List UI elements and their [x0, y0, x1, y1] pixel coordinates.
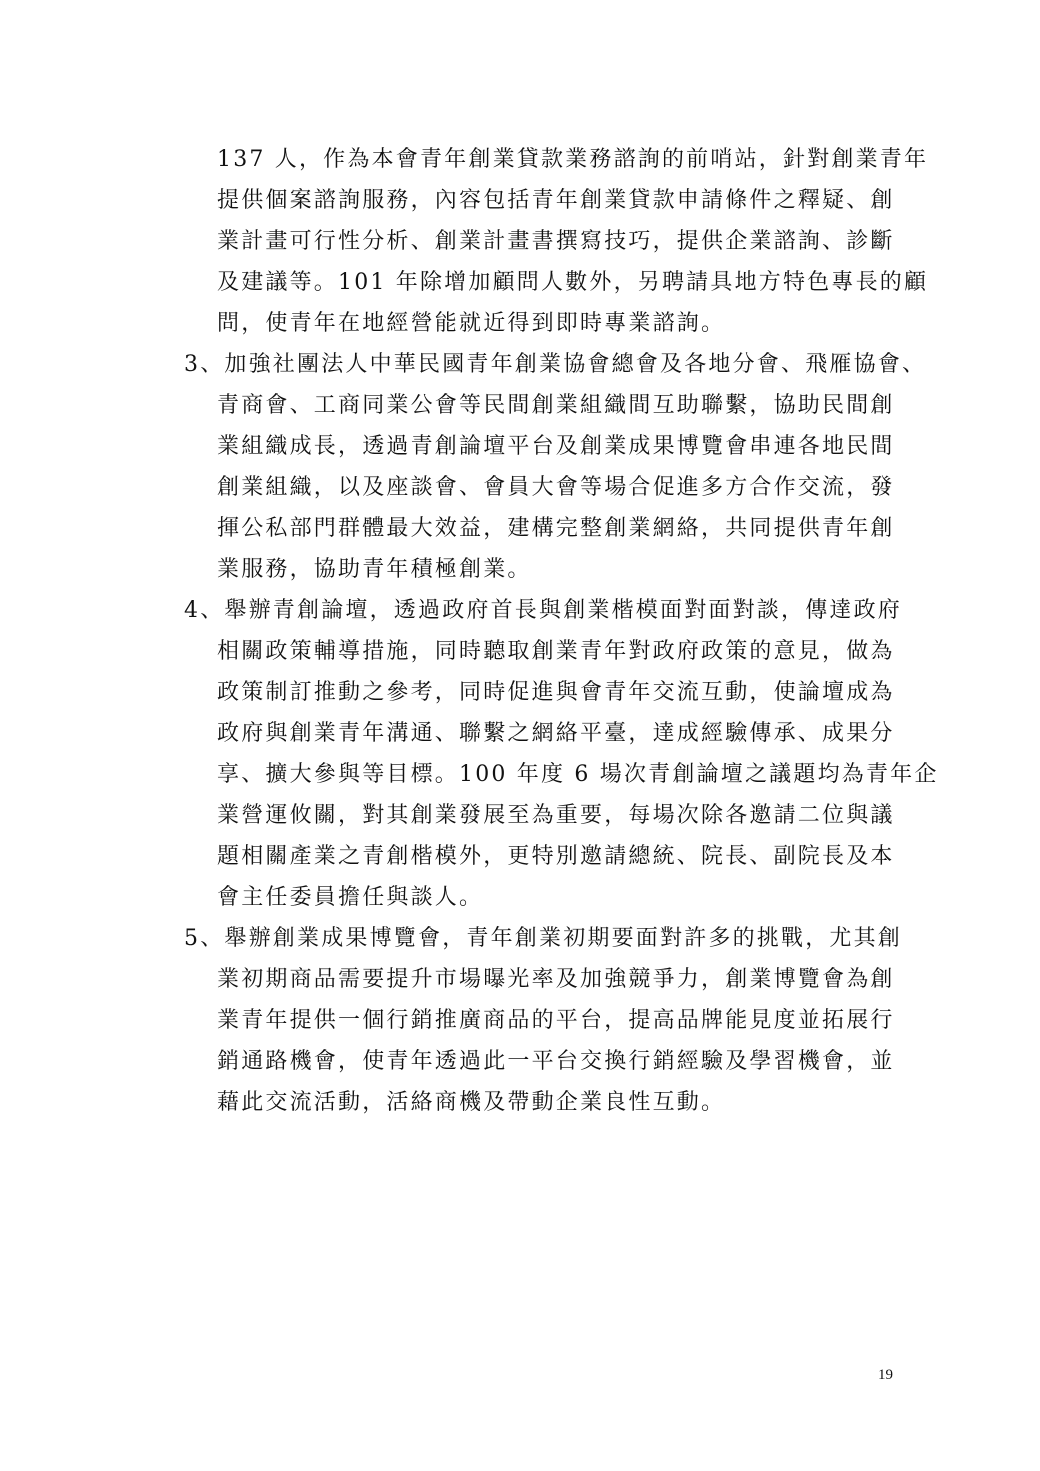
paragraph-line: 享、擴大參與等目標。100 年度 6 場次青創論壇之議題均為青年企	[217, 762, 939, 787]
paragraph-line: 問，使青年在地經營能就近得到即時專業諮詢。	[217, 311, 726, 336]
paragraph-line: 及建議等。101 年除增加顧問人數外，另聘請具地方特色專長的顧	[217, 270, 929, 295]
paragraph-line: 會主任委員擔任與談人。	[217, 885, 484, 910]
page-number: 19	[878, 1367, 893, 1383]
paragraph-line: 政策制訂推動之參考，同時促進與會青年交流互動，使論壇成為	[217, 680, 895, 705]
paragraph-line: 青商會、工商同業公會等民間創業組織間互助聯繫，協助民間創	[217, 393, 895, 418]
paragraph-line: 業計畫可行性分析、創業計畫書撰寫技巧，提供企業諮詢、診斷	[217, 229, 895, 254]
paragraph-line: 提供個案諮詢服務，內容包括青年創業貸款申請條件之釋疑、創	[217, 188, 895, 213]
paragraph-line: 業青年提供一個行銷推廣商品的平台，提高品牌能見度並拓展行	[217, 1008, 895, 1033]
paragraph-line: 創業組織，以及座談會、會員大會等場合促進多方合作交流，發	[217, 475, 895, 500]
paragraph-line: 題相關產業之青創楷模外，更特別邀請總統、院長、副院長及本	[217, 844, 895, 869]
paragraph-line: 業初期商品需要提升市場曝光率及加強競爭力，創業博覽會為創	[217, 967, 895, 992]
list-item-3: 3、加強社團法人中華民國青年創業協會總會及各地分會、飛雁協會、	[184, 352, 927, 377]
paragraph-line: 相關政策輔導措施，同時聽取創業青年對政府政策的意見，做為	[217, 639, 895, 664]
paragraph-line: 137 人，作為本會青年創業貸款業務諮詢的前哨站，針對創業青年	[217, 147, 929, 172]
paragraph-line: 業組織成長，透過青創論壇平台及創業成果博覽會串連各地民間	[217, 434, 895, 459]
paragraph-line: 業營運攸關，對其創業發展至為重要，每場次除各邀請二位與議	[217, 803, 895, 828]
list-item-5: 5、舉辦創業成果博覽會，青年創業初期要面對許多的挑戰，尤其創	[184, 926, 902, 951]
list-item-4: 4、舉辦青創論壇，透過政府首長與創業楷模面對面對談，傳達政府	[184, 598, 902, 623]
paragraph-line: 業服務，協助青年積極創業。	[217, 557, 532, 582]
paragraph-line: 銷通路機會，使青年透過此一平台交換行銷經驗及學習機會，並	[217, 1049, 895, 1074]
paragraph-line: 藉此交流活動，活絡商機及帶動企業良性互動。	[217, 1090, 726, 1115]
paragraph-line: 政府與創業青年溝通、聯繫之網絡平臺，達成經驗傳承、成果分	[217, 721, 895, 746]
paragraph-line: 揮公私部門群體最大效益，建構完整創業網絡，共同提供青年創	[217, 516, 895, 541]
